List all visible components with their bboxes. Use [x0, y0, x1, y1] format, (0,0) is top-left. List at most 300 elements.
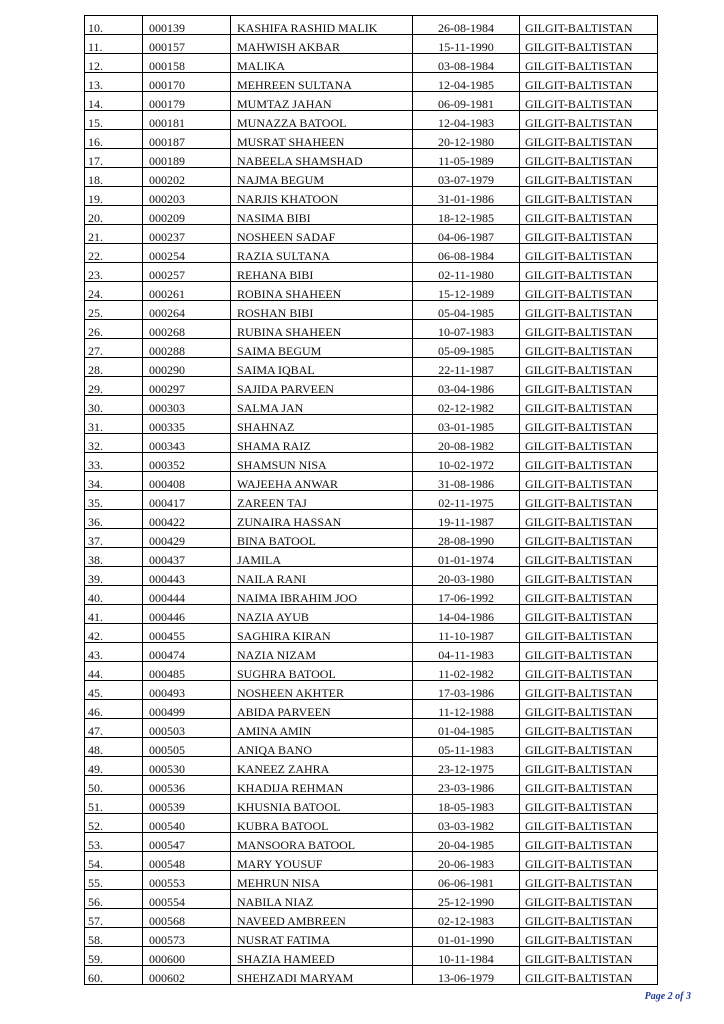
serial-number-cell: 36. — [85, 510, 143, 529]
domicile-cell: GILGIT-BALTISTAN — [520, 434, 658, 453]
candidate-name-cell: MUNAZZA BATOOL — [231, 111, 413, 130]
domicile-cell: GILGIT-BALTISTAN — [520, 225, 658, 244]
candidate-name-cell: SHAMSUN NISA — [231, 453, 413, 472]
domicile-cell: GILGIT-BALTISTAN — [520, 966, 658, 985]
roll-number-cell: 000493 — [143, 681, 231, 700]
table-row — [85, 111, 658, 130]
table-row — [85, 73, 658, 92]
date-of-birth-cell: 04-11-1983 — [413, 643, 520, 662]
table-row — [85, 852, 658, 871]
domicile-cell: GILGIT-BALTISTAN — [520, 662, 658, 681]
domicile-cell: GILGIT-BALTISTAN — [520, 358, 658, 377]
candidate-name-cell: NAJMA BEGUM — [231, 168, 413, 187]
roll-number-cell: 000548 — [143, 852, 231, 871]
candidate-name-cell: NAZIA NIZAM — [231, 643, 413, 662]
date-of-birth-cell: 17-06-1992 — [413, 586, 520, 605]
date-of-birth-cell: 20-03-1980 — [413, 567, 520, 586]
table-row — [85, 206, 658, 225]
serial-number-cell: 32. — [85, 434, 143, 453]
table-row — [85, 795, 658, 814]
domicile-cell: GILGIT-BALTISTAN — [520, 776, 658, 795]
domicile-cell: GILGIT-BALTISTAN — [520, 415, 658, 434]
domicile-cell: GILGIT-BALTISTAN — [520, 909, 658, 928]
table-row — [85, 662, 658, 681]
table-row — [85, 244, 658, 263]
serial-number-cell: 60. — [85, 966, 143, 985]
domicile-cell: GILGIT-BALTISTAN — [520, 681, 658, 700]
domicile-cell: GILGIT-BALTISTAN — [520, 947, 658, 966]
domicile-cell: GILGIT-BALTISTAN — [520, 833, 658, 852]
serial-number-cell: 37. — [85, 529, 143, 548]
roll-number-cell: 000209 — [143, 206, 231, 225]
roll-number-cell: 000437 — [143, 548, 231, 567]
candidate-name-cell: KANEEZ ZAHRA — [231, 757, 413, 776]
serial-number-cell: 52. — [85, 814, 143, 833]
table-row — [85, 567, 658, 586]
date-of-birth-cell: 02-12-1982 — [413, 396, 520, 415]
table-row — [85, 643, 658, 662]
roll-number-cell: 000288 — [143, 339, 231, 358]
candidate-name-cell: SALMA JAN — [231, 396, 413, 415]
serial-number-cell: 57. — [85, 909, 143, 928]
date-of-birth-cell: 22-11-1987 — [413, 358, 520, 377]
candidate-name-cell: KUBRA BATOOL — [231, 814, 413, 833]
domicile-cell: GILGIT-BALTISTAN — [520, 795, 658, 814]
table-row — [85, 738, 658, 757]
domicile-cell: GILGIT-BALTISTAN — [520, 624, 658, 643]
roll-number-cell: 000237 — [143, 225, 231, 244]
serial-number-cell: 24. — [85, 282, 143, 301]
roll-number-cell: 000568 — [143, 909, 231, 928]
date-of-birth-cell: 20-12-1980 — [413, 130, 520, 149]
roll-number-cell: 000443 — [143, 567, 231, 586]
date-of-birth-cell: 20-06-1983 — [413, 852, 520, 871]
date-of-birth-cell: 14-04-1986 — [413, 605, 520, 624]
roll-number-cell: 000189 — [143, 149, 231, 168]
domicile-cell: GILGIT-BALTISTAN — [520, 111, 658, 130]
domicile-cell: GILGIT-BALTISTAN — [520, 35, 658, 54]
domicile-cell: GILGIT-BALTISTAN — [520, 567, 658, 586]
candidate-name-cell: SAGHIRA KIRAN — [231, 624, 413, 643]
roll-number-cell: 000352 — [143, 453, 231, 472]
domicile-cell: GILGIT-BALTISTAN — [520, 130, 658, 149]
roll-number-cell: 000499 — [143, 700, 231, 719]
table-row — [85, 377, 658, 396]
domicile-cell: GILGIT-BALTISTAN — [520, 453, 658, 472]
table-row — [85, 415, 658, 434]
date-of-birth-cell: 25-12-1990 — [413, 890, 520, 909]
serial-number-cell: 51. — [85, 795, 143, 814]
candidate-name-cell: AMINA AMIN — [231, 719, 413, 738]
candidate-name-cell: MALIKA — [231, 54, 413, 73]
date-of-birth-cell: 03-01-1985 — [413, 415, 520, 434]
candidate-name-cell: NAILA RANI — [231, 567, 413, 586]
roll-number-cell: 000261 — [143, 282, 231, 301]
table-row — [85, 339, 658, 358]
table-row — [85, 54, 658, 73]
domicile-cell: GILGIT-BALTISTAN — [520, 187, 658, 206]
date-of-birth-cell: 10-11-1984 — [413, 947, 520, 966]
date-of-birth-cell: 05-09-1985 — [413, 339, 520, 358]
table-row — [85, 757, 658, 776]
table-row — [85, 453, 658, 472]
domicile-cell: GILGIT-BALTISTAN — [520, 738, 658, 757]
roll-number-cell: 000455 — [143, 624, 231, 643]
candidate-name-cell: SAJIDA PARVEEN — [231, 377, 413, 396]
roll-number-cell: 000602 — [143, 966, 231, 985]
roll-number-cell: 000268 — [143, 320, 231, 339]
date-of-birth-cell: 06-06-1981 — [413, 871, 520, 890]
candidate-name-cell: BINA BATOOL — [231, 529, 413, 548]
table-row — [85, 966, 658, 985]
table-row — [85, 909, 658, 928]
date-of-birth-cell: 20-08-1982 — [413, 434, 520, 453]
table-row — [85, 700, 658, 719]
roll-number-cell: 000257 — [143, 263, 231, 282]
domicile-cell: GILGIT-BALTISTAN — [520, 301, 658, 320]
candidate-name-cell: NAZIA AYUB — [231, 605, 413, 624]
date-of-birth-cell: 02-12-1983 — [413, 909, 520, 928]
table-row — [85, 320, 658, 339]
roll-number-cell: 000553 — [143, 871, 231, 890]
domicile-cell: GILGIT-BALTISTAN — [520, 73, 658, 92]
date-of-birth-cell: 05-04-1985 — [413, 301, 520, 320]
candidate-name-cell: ANIQA BANO — [231, 738, 413, 757]
date-of-birth-cell: 01-04-1985 — [413, 719, 520, 738]
domicile-cell: GILGIT-BALTISTAN — [520, 529, 658, 548]
candidate-name-cell: KASHIFA RASHID MALIK — [231, 16, 413, 35]
roll-number-cell: 000573 — [143, 928, 231, 947]
table-row — [85, 928, 658, 947]
candidate-name-cell: SAIMA IQBAL — [231, 358, 413, 377]
candidate-name-cell: JAMILA — [231, 548, 413, 567]
table-row — [85, 947, 658, 966]
date-of-birth-cell: 01-01-1974 — [413, 548, 520, 567]
serial-number-cell: 14. — [85, 92, 143, 111]
serial-number-cell: 22. — [85, 244, 143, 263]
roll-number-cell: 000335 — [143, 415, 231, 434]
domicile-cell: GILGIT-BALTISTAN — [520, 377, 658, 396]
candidate-name-cell: NABILA NIAZ — [231, 890, 413, 909]
roll-number-cell: 000264 — [143, 301, 231, 320]
table-row — [85, 168, 658, 187]
date-of-birth-cell: 15-11-1990 — [413, 35, 520, 54]
candidate-name-cell: NARJIS KHATOON — [231, 187, 413, 206]
candidate-name-cell: ROBINA SHAHEEN — [231, 282, 413, 301]
table-row — [85, 225, 658, 244]
table-row — [85, 472, 658, 491]
date-of-birth-cell: 12-04-1985 — [413, 73, 520, 92]
date-of-birth-cell: 12-04-1983 — [413, 111, 520, 130]
serial-number-cell: 29. — [85, 377, 143, 396]
roll-number-cell: 000417 — [143, 491, 231, 510]
serial-number-cell: 15. — [85, 111, 143, 130]
roll-number-cell: 000139 — [143, 16, 231, 35]
domicile-cell: GILGIT-BALTISTAN — [520, 757, 658, 776]
table-row — [85, 358, 658, 377]
table-row — [85, 833, 658, 852]
serial-number-cell: 55. — [85, 871, 143, 890]
candidate-name-cell: SHAHNAZ — [231, 415, 413, 434]
table-row — [85, 510, 658, 529]
serial-number-cell: 20. — [85, 206, 143, 225]
table-row — [85, 605, 658, 624]
date-of-birth-cell: 23-12-1975 — [413, 757, 520, 776]
domicile-cell: GILGIT-BALTISTAN — [520, 16, 658, 35]
domicile-cell: GILGIT-BALTISTAN — [520, 54, 658, 73]
candidate-name-cell: ABIDA PARVEEN — [231, 700, 413, 719]
domicile-cell: GILGIT-BALTISTAN — [520, 396, 658, 415]
table-row — [85, 491, 658, 510]
candidate-name-cell: RUBINA SHAHEEN — [231, 320, 413, 339]
serial-number-cell: 56. — [85, 890, 143, 909]
table-row — [85, 187, 658, 206]
candidate-name-cell: WAJEEHA ANWAR — [231, 472, 413, 491]
domicile-cell: GILGIT-BALTISTAN — [520, 719, 658, 738]
date-of-birth-cell: 23-03-1986 — [413, 776, 520, 795]
domicile-cell: GILGIT-BALTISTAN — [520, 244, 658, 263]
table-row — [85, 586, 658, 605]
candidate-name-cell: RAZIA SULTANA — [231, 244, 413, 263]
date-of-birth-cell: 06-08-1984 — [413, 244, 520, 263]
serial-number-cell: 34. — [85, 472, 143, 491]
domicile-cell: GILGIT-BALTISTAN — [520, 510, 658, 529]
serial-number-cell: 59. — [85, 947, 143, 966]
roll-number-cell: 000158 — [143, 54, 231, 73]
serial-number-cell: 40. — [85, 586, 143, 605]
serial-number-cell: 42. — [85, 624, 143, 643]
table-row — [85, 35, 658, 54]
roll-number-cell: 000444 — [143, 586, 231, 605]
serial-number-cell: 31. — [85, 415, 143, 434]
candidate-name-cell: MARY YOUSUF — [231, 852, 413, 871]
serial-number-cell: 23. — [85, 263, 143, 282]
serial-number-cell: 19. — [85, 187, 143, 206]
serial-number-cell: 49. — [85, 757, 143, 776]
serial-number-cell: 27. — [85, 339, 143, 358]
serial-number-cell: 41. — [85, 605, 143, 624]
serial-number-cell: 18. — [85, 168, 143, 187]
roll-number-cell: 000539 — [143, 795, 231, 814]
roll-number-cell: 000303 — [143, 396, 231, 415]
serial-number-cell: 30. — [85, 396, 143, 415]
roll-number-cell: 000408 — [143, 472, 231, 491]
date-of-birth-cell: 13-06-1979 — [413, 966, 520, 985]
candidate-name-cell: ZUNAIRA HASSAN — [231, 510, 413, 529]
serial-number-cell: 21. — [85, 225, 143, 244]
date-of-birth-cell: 04-06-1987 — [413, 225, 520, 244]
domicile-cell: GILGIT-BALTISTAN — [520, 472, 658, 491]
candidate-name-cell: SHEHZADI MARYAM — [231, 966, 413, 985]
date-of-birth-cell: 01-01-1990 — [413, 928, 520, 947]
candidate-name-cell: MANSOORA BATOOL — [231, 833, 413, 852]
domicile-cell: GILGIT-BALTISTAN — [520, 852, 658, 871]
table-row — [85, 301, 658, 320]
domicile-cell: GILGIT-BALTISTAN — [520, 168, 658, 187]
roll-number-cell: 000429 — [143, 529, 231, 548]
table-row — [85, 149, 658, 168]
candidate-table — [84, 15, 658, 985]
candidate-name-cell: NASIMA BIBI — [231, 206, 413, 225]
domicile-cell: GILGIT-BALTISTAN — [520, 206, 658, 225]
date-of-birth-cell: 03-03-1982 — [413, 814, 520, 833]
domicile-cell: GILGIT-BALTISTAN — [520, 871, 658, 890]
table-row — [85, 681, 658, 700]
candidate-name-cell: NUSRAT FATIMA — [231, 928, 413, 947]
table-row — [85, 130, 658, 149]
table-row — [85, 396, 658, 415]
table-row — [85, 871, 658, 890]
domicile-cell: GILGIT-BALTISTAN — [520, 339, 658, 358]
candidate-name-cell: ZAREEN TAJ — [231, 491, 413, 510]
roll-number-cell: 000446 — [143, 605, 231, 624]
candidate-name-cell: SHAMA RAIZ — [231, 434, 413, 453]
serial-number-cell: 58. — [85, 928, 143, 947]
domicile-cell: GILGIT-BALTISTAN — [520, 700, 658, 719]
table-row — [85, 719, 658, 738]
serial-number-cell: 54. — [85, 852, 143, 871]
table-row — [85, 434, 658, 453]
roll-number-cell: 000343 — [143, 434, 231, 453]
domicile-cell: GILGIT-BALTISTAN — [520, 928, 658, 947]
candidate-name-cell: SHAZIA HAMEED — [231, 947, 413, 966]
candidate-name-cell: MUMTAZ JAHAN — [231, 92, 413, 111]
roll-number-cell: 000554 — [143, 890, 231, 909]
domicile-cell: GILGIT-BALTISTAN — [520, 586, 658, 605]
candidate-name-cell: KHADIJA REHMAN — [231, 776, 413, 795]
serial-number-cell: 17. — [85, 149, 143, 168]
roll-number-cell: 000187 — [143, 130, 231, 149]
candidate-name-cell: SUGHRA BATOOL — [231, 662, 413, 681]
serial-number-cell: 11. — [85, 35, 143, 54]
table-row — [85, 529, 658, 548]
candidate-name-cell: NAVEED AMBREEN — [231, 909, 413, 928]
date-of-birth-cell: 17-03-1986 — [413, 681, 520, 700]
candidate-name-cell: MEHRUN NISA — [231, 871, 413, 890]
domicile-cell: GILGIT-BALTISTAN — [520, 92, 658, 111]
domicile-cell: GILGIT-BALTISTAN — [520, 263, 658, 282]
roll-number-cell: 000203 — [143, 187, 231, 206]
serial-number-cell: 47. — [85, 719, 143, 738]
roll-number-cell: 000254 — [143, 244, 231, 263]
date-of-birth-cell: 10-07-1983 — [413, 320, 520, 339]
roll-number-cell: 000202 — [143, 168, 231, 187]
candidate-name-cell: SAIMA BEGUM — [231, 339, 413, 358]
roll-number-cell: 000170 — [143, 73, 231, 92]
date-of-birth-cell: 15-12-1989 — [413, 282, 520, 301]
date-of-birth-cell: 18-05-1983 — [413, 795, 520, 814]
date-of-birth-cell: 03-08-1984 — [413, 54, 520, 73]
serial-number-cell: 50. — [85, 776, 143, 795]
date-of-birth-cell: 19-11-1987 — [413, 510, 520, 529]
domicile-cell: GILGIT-BALTISTAN — [520, 548, 658, 567]
domicile-cell: GILGIT-BALTISTAN — [520, 491, 658, 510]
serial-number-cell: 33. — [85, 453, 143, 472]
domicile-cell: GILGIT-BALTISTAN — [520, 643, 658, 662]
roll-number-cell: 000297 — [143, 377, 231, 396]
roll-number-cell: 000157 — [143, 35, 231, 54]
date-of-birth-cell: 20-04-1985 — [413, 833, 520, 852]
date-of-birth-cell: 11-12-1988 — [413, 700, 520, 719]
candidate-name-cell: MAHWISH AKBAR — [231, 35, 413, 54]
serial-number-cell: 44. — [85, 662, 143, 681]
roll-number-cell: 000474 — [143, 643, 231, 662]
domicile-cell: GILGIT-BALTISTAN — [520, 814, 658, 833]
candidate-name-cell: MEHREEN SULTANA — [231, 73, 413, 92]
date-of-birth-cell: 18-12-1985 — [413, 206, 520, 225]
candidate-name-cell: KHUSNIA BATOOL — [231, 795, 413, 814]
table-row — [85, 263, 658, 282]
domicile-cell: GILGIT-BALTISTAN — [520, 282, 658, 301]
table-row — [85, 776, 658, 795]
roll-number-cell: 000505 — [143, 738, 231, 757]
serial-number-cell: 48. — [85, 738, 143, 757]
roll-number-cell: 000179 — [143, 92, 231, 111]
roll-number-cell: 000540 — [143, 814, 231, 833]
serial-number-cell: 12. — [85, 54, 143, 73]
date-of-birth-cell: 05-11-1983 — [413, 738, 520, 757]
roll-number-cell: 000290 — [143, 358, 231, 377]
date-of-birth-cell: 03-04-1986 — [413, 377, 520, 396]
domicile-cell: GILGIT-BALTISTAN — [520, 890, 658, 909]
candidate-name-cell: NABEELA SHAMSHAD — [231, 149, 413, 168]
roll-number-cell: 000485 — [143, 662, 231, 681]
candidate-name-cell: MUSRAT SHAHEEN — [231, 130, 413, 149]
roll-number-cell: 000530 — [143, 757, 231, 776]
domicile-cell: GILGIT-BALTISTAN — [520, 149, 658, 168]
candidate-name-cell: NAIMA IBRAHIM JOO — [231, 586, 413, 605]
date-of-birth-cell: 11-10-1987 — [413, 624, 520, 643]
date-of-birth-cell: 31-08-1986 — [413, 472, 520, 491]
roll-number-cell: 000536 — [143, 776, 231, 795]
table-row — [85, 890, 658, 909]
domicile-cell: GILGIT-BALTISTAN — [520, 320, 658, 339]
serial-number-cell: 45. — [85, 681, 143, 700]
table-row — [85, 282, 658, 301]
date-of-birth-cell: 28-08-1990 — [413, 529, 520, 548]
candidate-table-body — [85, 16, 658, 985]
roll-number-cell: 000422 — [143, 510, 231, 529]
date-of-birth-cell: 10-02-1972 — [413, 453, 520, 472]
serial-number-cell: 25. — [85, 301, 143, 320]
roll-number-cell: 000547 — [143, 833, 231, 852]
date-of-birth-cell: 02-11-1980 — [413, 263, 520, 282]
serial-number-cell: 39. — [85, 567, 143, 586]
serial-number-cell: 13. — [85, 73, 143, 92]
date-of-birth-cell: 06-09-1981 — [413, 92, 520, 111]
candidate-name-cell: NOSHEEN AKHTER — [231, 681, 413, 700]
candidate-name-cell: REHANA BIBI — [231, 263, 413, 282]
table-row — [85, 16, 658, 35]
serial-number-cell: 46. — [85, 700, 143, 719]
roll-number-cell: 000503 — [143, 719, 231, 738]
candidate-name-cell: ROSHAN BIBI — [231, 301, 413, 320]
table-row — [85, 548, 658, 567]
candidate-name-cell: NOSHEEN SADAF — [231, 225, 413, 244]
page-number: Page 2 of 3 — [644, 991, 691, 1002]
serial-number-cell: 38. — [85, 548, 143, 567]
table-row — [85, 624, 658, 643]
serial-number-cell: 16. — [85, 130, 143, 149]
date-of-birth-cell: 31-01-1986 — [413, 187, 520, 206]
serial-number-cell: 28. — [85, 358, 143, 377]
date-of-birth-cell: 11-02-1982 — [413, 662, 520, 681]
roll-number-cell: 000181 — [143, 111, 231, 130]
date-of-birth-cell: 03-07-1979 — [413, 168, 520, 187]
domicile-cell: GILGIT-BALTISTAN — [520, 605, 658, 624]
serial-number-cell: 35. — [85, 491, 143, 510]
table-row — [85, 92, 658, 111]
